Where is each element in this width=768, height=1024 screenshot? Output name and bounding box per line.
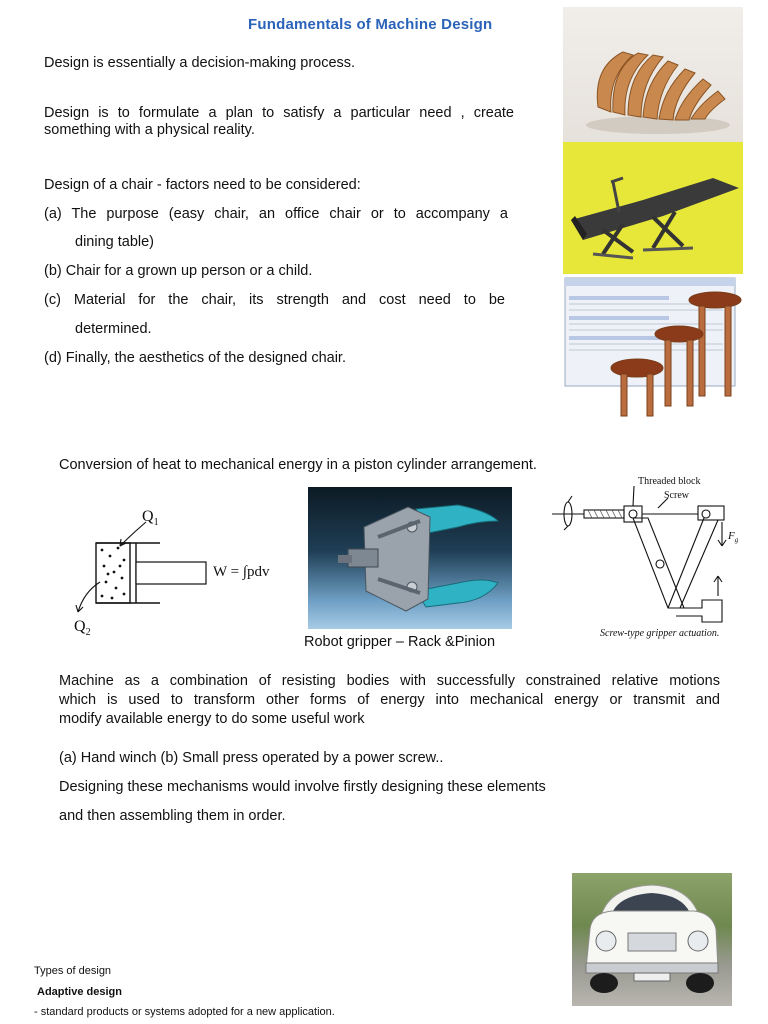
q1-label: $Q_1$ xyxy=(142,508,159,529)
bar-stools-cad-photo xyxy=(563,276,743,418)
gripper-caption: Robot gripper – Rack &Pinion xyxy=(304,634,496,650)
adaptive-design-heading: Adaptive design xyxy=(37,986,122,998)
design-line-2: and then assembling them in order. xyxy=(59,808,286,824)
chair-item-d: (d) Finally, the aesthetics of the designed chair. xyxy=(44,350,346,366)
recliner-chair-photo xyxy=(563,142,743,274)
page-title: Fundamentals of Machine Design xyxy=(248,16,493,33)
ambassador-car-photo xyxy=(572,873,732,1006)
machine-line-3: modify available energy to do some useful work xyxy=(59,711,365,727)
machine-examples: (a) Hand winch (b) Small press operated by a power screw.. xyxy=(59,750,444,766)
chair-heading: Design of a chair - factors need to be considered: xyxy=(44,177,361,193)
conversion-text: Conversion of heat to mechanical energy in a piston cylinder arrangement. xyxy=(59,457,537,473)
screw-gripper-caption: Screw-type gripper actuation. xyxy=(600,628,720,639)
robot-gripper-photo xyxy=(308,487,512,629)
intro-line-1: Design is essentially a decision-making process. xyxy=(44,55,356,71)
screw-label: Screw xyxy=(664,490,689,501)
q2-label: $Q_2$ xyxy=(74,618,91,639)
piston-cylinder-diagram xyxy=(60,500,280,645)
fg-label: $F_g$ xyxy=(728,530,739,545)
chair-item-a-cont: dining table) xyxy=(75,234,154,250)
chair-item-c-cont: determined. xyxy=(75,321,152,337)
machine-line-2: which is used to transform other forms of energy into mechanical energy or transmit and xyxy=(59,692,720,708)
threaded-block-label: Threaded block xyxy=(638,476,701,487)
chair-item-b: (b) Chair for a grown up person or a child. xyxy=(44,263,313,279)
types-heading: Types of design xyxy=(34,965,112,977)
design-line-1: Designing these mechanisms would involve firstly designing these elements xyxy=(59,779,546,795)
intro-line-2b: something with a physical reality. xyxy=(44,122,255,138)
adaptive-design-desc: - standard products or systems adopted for a new application. xyxy=(34,1006,335,1018)
chair-item-c: (c) Material for the chair, its strength and cost need to be xyxy=(44,292,505,308)
machine-line-1: Machine as a combination of resisting bodies with successfully constrained relative motions xyxy=(59,673,720,689)
chair-item-a: (a) The purpose (easy chair, an office chair or to accompany a xyxy=(44,206,508,222)
screw-gripper-diagram xyxy=(548,472,748,644)
intro-line-2a: Design is to formulate a plan to satisfy a particular need , create xyxy=(44,105,514,121)
work-formula: W = ∫pdv xyxy=(213,564,270,580)
wooden-chair-photo xyxy=(563,7,743,142)
